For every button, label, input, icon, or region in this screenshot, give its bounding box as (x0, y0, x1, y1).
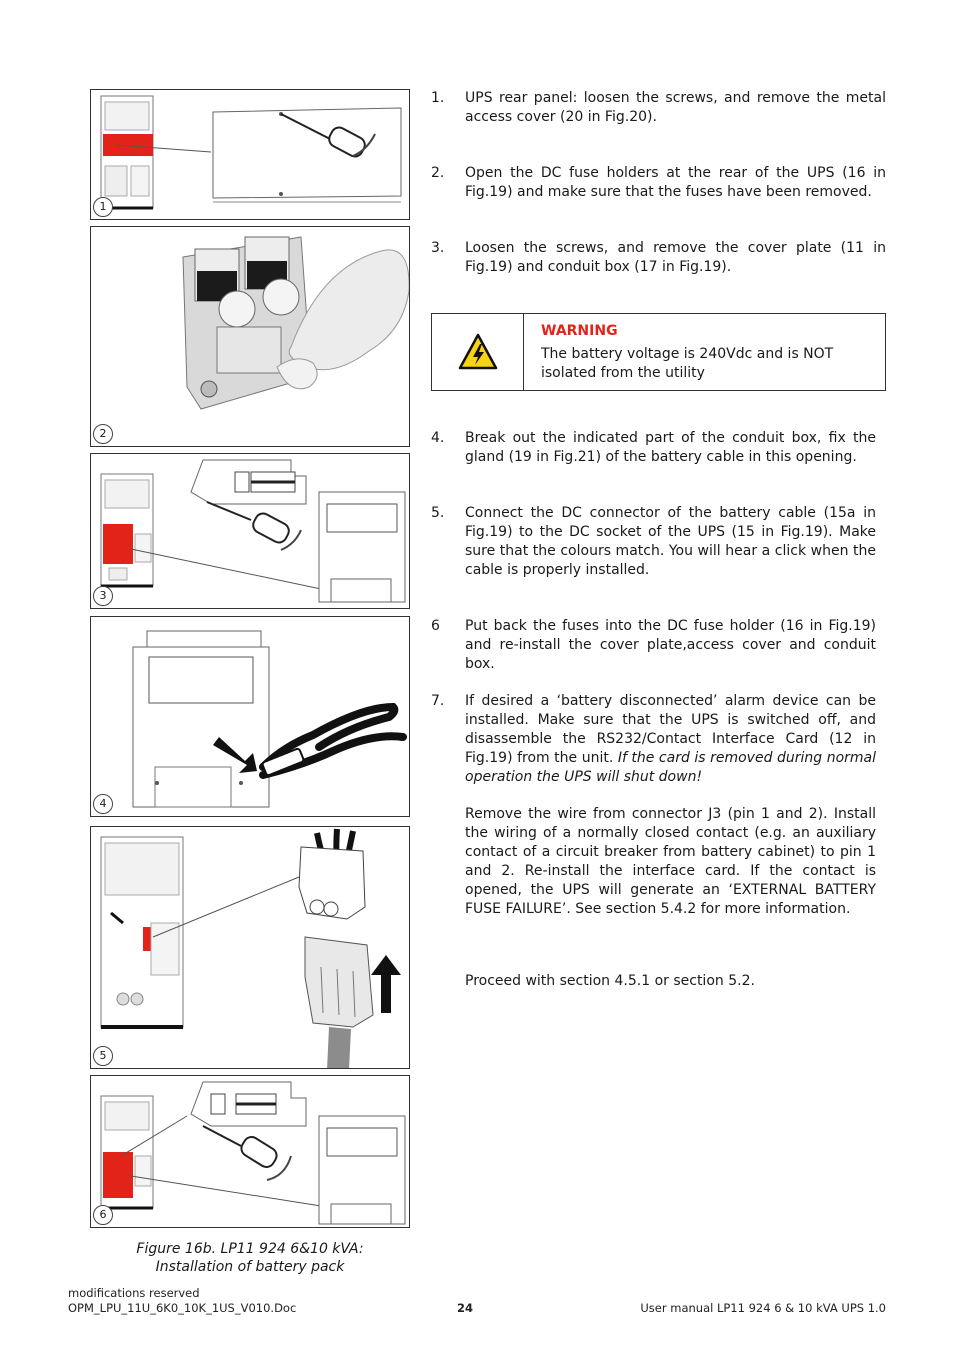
panel-number: 5 (93, 1046, 113, 1066)
step-text: UPS rear panel: loosen the screws, and remove the metal access cover (20 in Fig.20). (465, 90, 886, 125)
warning-title: WARNING (541, 323, 618, 339)
figure-panel-4 (90, 616, 410, 817)
step-2 (431, 164, 886, 202)
step-number: 1. (431, 90, 445, 106)
figure-caption (90, 1240, 410, 1276)
step-7-text-2: Remove the wire from connector J3 (pin 1 and 2). Install the wiring of a normally closed contact (e.g. an auxiliary contact of a circuit breaker from battery cabinet) to pin 1 and 2. Re-install the interface card. If the contact is opened, the UPS will generate an ‘EXTERNAL BATTERY FUSE FAILURE’. See section 5.4.2 for more information. (465, 806, 876, 917)
warning-line-1: The battery voltage is 240Vdc and is NOT (541, 346, 834, 362)
step-text: Open the DC fuse holders at the rear of the UPS (16 in Fig.19) and make sure that the fuses have been removed. (465, 165, 886, 200)
step-text: Break out the indicated part of the conduit box, fix the gland (19 in Fig.21) of the battery cable in this opening. (465, 430, 876, 465)
figure-panel-2 (90, 226, 410, 447)
step-text: Connect the DC connector of the battery cable (15a in Fig.19) to the DC socket of the UPS (15 in Fig.19). Make sure that the colours match. You will hear a click when the cable is properly installed. (465, 505, 876, 578)
step-number: 4. (431, 430, 445, 446)
step-7 (431, 692, 886, 919)
panel-6-illustration (91, 1076, 410, 1228)
figure-panel-5 (90, 826, 410, 1069)
panel-5-illustration (91, 827, 410, 1069)
step-7-text: If desired a ‘battery disconnected’ alarm device can be installed. Make sure that the UPS is switched off, and disassemble the RS232/Contact Interface Card (12 in Fig.19) from the unit. (465, 693, 876, 766)
warning-icon-cell (432, 314, 524, 390)
panel-3-illustration (91, 454, 410, 609)
figure-panel-3 (90, 453, 410, 609)
step-6 (431, 617, 886, 674)
step-number: 3. (431, 240, 445, 256)
panel-number: 2 (93, 424, 113, 444)
step-number: 5. (431, 505, 445, 521)
footer-document-id: OPM_LPU_11U_6K0_10K_1US_V010.Doc (68, 1301, 297, 1315)
step-text (465, 692, 876, 787)
step-4 (431, 429, 886, 467)
step-number: 6 (431, 618, 440, 634)
high-voltage-warning-icon (458, 332, 498, 372)
warning-box (431, 313, 886, 391)
panel-4-illustration (91, 617, 410, 817)
caption-line-2: Installation of battery pack (155, 1259, 345, 1275)
step-text: Loosen the screws, and remove the cover plate (11 in Fig.19) and conduit box (17 in Fig.19). (465, 240, 886, 275)
footer-left (68, 1286, 296, 1316)
step-text: Put back the fuses into the DC fuse holder (16 in Fig.19) and re-install the cover plate,access cover and conduit box. (465, 618, 876, 672)
step-number: 7. (431, 693, 445, 709)
panel-number: 6 (93, 1205, 113, 1225)
panel-1-illustration (91, 90, 410, 220)
caption-line-1: Figure 16b. LP11 924 6&10 kVA: (136, 1241, 364, 1257)
proceed-note (431, 972, 886, 991)
step-number: 2. (431, 165, 445, 181)
panel-2-illustration (91, 227, 410, 447)
footer-right: User manual LP11 924 6 & 10 kVA UPS 1.0 (640, 1301, 886, 1315)
figure-panel-6 (90, 1075, 410, 1228)
panel-number: 1 (93, 197, 113, 217)
panel-number: 3 (93, 586, 113, 606)
step-5 (431, 504, 886, 580)
warning-line-2: isolated from the utility (541, 365, 705, 381)
step-3 (431, 239, 886, 277)
page-number: 24 (457, 1301, 474, 1315)
figure-panel-1 (90, 89, 410, 220)
proceed-text: Proceed with section 4.5.1 or section 5.2. (465, 973, 755, 989)
step-1 (431, 89, 886, 127)
panel-number: 4 (93, 794, 113, 814)
step-7-italic-warning: If the card is removed during normal operation the UPS will shut down! (465, 750, 876, 785)
footer-modifications: modifications reserved (68, 1286, 200, 1300)
